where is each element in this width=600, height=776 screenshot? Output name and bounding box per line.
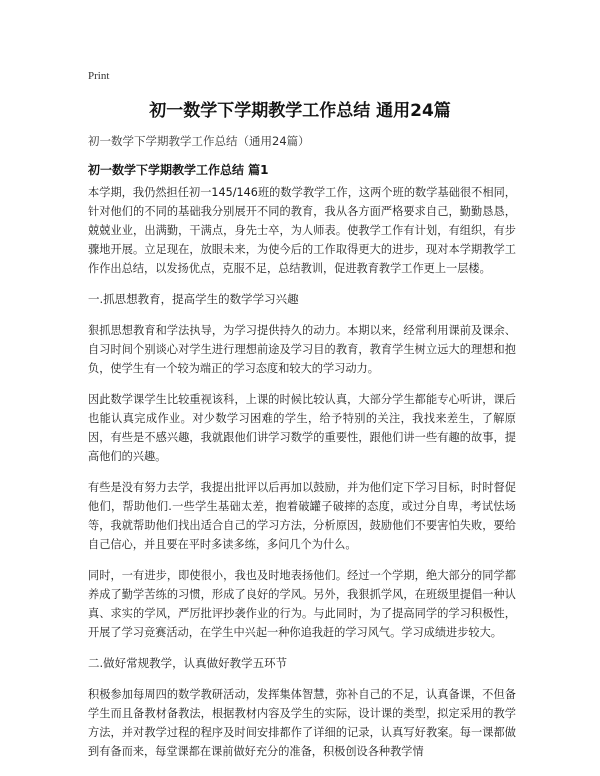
subheading-1: 一.抓思想教育，提高学生的数学学习兴趣 <box>88 292 299 306</box>
section-heading: 初一数学下学期教学工作总结 篇1 <box>88 163 269 177</box>
paragraph-4: 同时，一有进步，即使很小，我也及时地表扬他们。经过一个学期，绝大部分的同学都养成了勤学苦练的习惯，形成了良好的学风。另外，我狠抓学风，在班级里提倡一种认真、求实的学风，严厉批评抄袭作业的行为。与此同时，为了提高同学的学习积极性，开展了学习竞赛活动，在学生中兴起一种你追我赶的学习风气。学习成绩进步较大。 <box>88 569 516 639</box>
paragraph-1: 狠抓思想教育和学法执导，为学习提供持久的动力。本期以来，经常利用课前及课余、自习时间个别谈心对学生进行理想前途及学习目的教育，教育学生树立远大的理想和抱负，使学生有一个较为端正的学习态度和较大的学习动力。 <box>88 324 516 375</box>
article-body <box>88 183 516 773</box>
intro-paragraph: 本学期，我仍然担任初一145/146班的数学教学工作，这两个班的数学基础很不相同，针对他们的不同的基础我分别展开不同的教育，我从各方面严格要求自己，勤勤恳恳，兢兢业业，出满勤，干满点，身先士卒，为人师表。使教学工作有计划，有组织，有步骤地开展。立足现在，放眼未来，为使今后的工作取得更大的进步，现对本学期教学工作作出总结，以发扬优点，克服不足，总结教训，促进教育教学工作更上一层楼。 <box>88 186 516 275</box>
document-subtitle: 初一数学下学期教学工作总结（通用24篇） <box>88 134 310 148</box>
paragraph-3: 有些是没有努力去学，我提出批评以后再加以鼓励，并为他们定下学习目标，时时督促他们，帮助他们.一些学生基础太差，抱着破罐子破摔的态度，或过分自卑，考试怯场等，我就帮助他们找出适合自己的学习方法，分析原因，鼓励他们不要害怕失败，要给自己信心，并且要在平时多读多练，多问几个为什么。 <box>88 481 516 551</box>
paragraph-5: 积极参加每周四的数学教研活动，发挥集体智慧，弥补自己的不足，认真备课，不但备学生而且备教材备教法，根据教材内容及学生的实际，设计课的类型，拟定采用的教学方法，并对教学过程的程序及时间安排都作了详细的记录，认真写好教案。每一课都做到有备而来，每堂课都在课前做好充分的准备，积极创设各种教学情 <box>88 688 516 758</box>
paragraph-2: 因此数学课学生比较重视该科，上课的时候比较认真，大部分学生都能专心听讲，课后也能认真完成作业。对少数学习困难的学生，给予特别的关注，我找来差生，了解原因，有些是不感兴趣，我就跟他们讲学习数学的重要性，跟他们讲一些有趣的故事，提高他们的兴趣。 <box>88 393 516 463</box>
subheading-2: 二.做好常规教学，认真做好教学五环节 <box>88 656 288 670</box>
document-title: 初一数学下学期教学工作总结 通用24篇 <box>149 101 451 121</box>
print-label[interactable]: Print <box>88 70 110 82</box>
